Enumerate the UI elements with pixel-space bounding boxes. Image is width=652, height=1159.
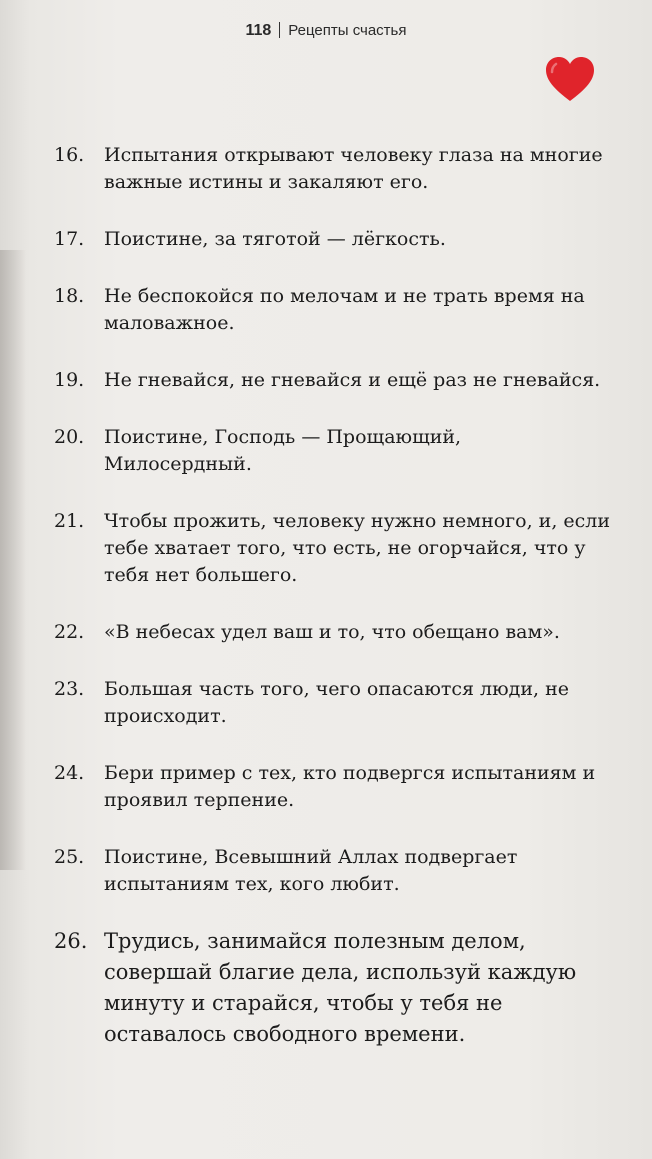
- list-item: [54, 424, 614, 478]
- item-number: 26.: [54, 929, 88, 953]
- item-text: Не беспокойся по мелочам и не трать время на маловажное.: [104, 285, 585, 334]
- list-item: [54, 283, 614, 337]
- item-number: 25.: [54, 846, 85, 868]
- item-text: Поистине, Господь — Прощающий, Милосердный.: [104, 426, 462, 475]
- list-item: [54, 142, 614, 196]
- list-item: [54, 367, 614, 394]
- list-item: [54, 508, 614, 589]
- list-item: [54, 676, 614, 730]
- page-shadow: [0, 250, 26, 870]
- item-text: Чтобы прожить, человеку нужно немного, и, если тебе хватает того, что есть, не огорчайся, что у тебя нет большего.: [104, 510, 611, 586]
- item-number: 20.: [54, 426, 85, 448]
- item-number: 22.: [54, 621, 85, 643]
- item-number: 16.: [54, 144, 85, 166]
- item-number: 18.: [54, 285, 85, 307]
- list-item: [54, 760, 614, 814]
- item-number: 17.: [54, 228, 85, 250]
- item-text: Испытания открывают человеку глаза на многие важные истины и закаляют его.: [104, 144, 603, 193]
- item-text: Не гневайся, не гневайся и ещё раз не гневайся.: [104, 369, 601, 391]
- item-number: 23.: [54, 678, 85, 700]
- item-text: Трудись, занимайся полезным делом, совершай благие дела, используй каждую минуту и старайся, чтобы у тебя не оставалось свободного времени.: [104, 929, 577, 1046]
- page-header: [0, 22, 652, 40]
- running-title: Рецепты счастья: [288, 22, 407, 39]
- item-number: 21.: [54, 510, 85, 532]
- list-item: [54, 926, 614, 1050]
- item-text: Большая часть того, чего опасаются люди, не происходит.: [104, 678, 569, 727]
- item-number: 24.: [54, 762, 85, 784]
- item-text: Бери пример с тех, кто подвергся испытаниям и проявил терпение.: [104, 762, 596, 811]
- item-text: «В небесах удел ваш и то, что обещано вам».: [104, 621, 560, 643]
- list-item: [54, 226, 614, 253]
- item-text: Поистине, Всевышний Аллах подвергает испытаниям тех, кого любит.: [104, 846, 518, 895]
- item-number: 19.: [54, 369, 85, 391]
- list-item: [54, 844, 614, 898]
- list-item: [54, 619, 614, 646]
- header-divider: [279, 22, 280, 38]
- item-text: Поистине, за тяготой — лёгкость.: [104, 228, 446, 250]
- page-number: 118: [245, 22, 272, 39]
- numbered-list: [54, 142, 614, 1080]
- heart-icon: [544, 54, 596, 106]
